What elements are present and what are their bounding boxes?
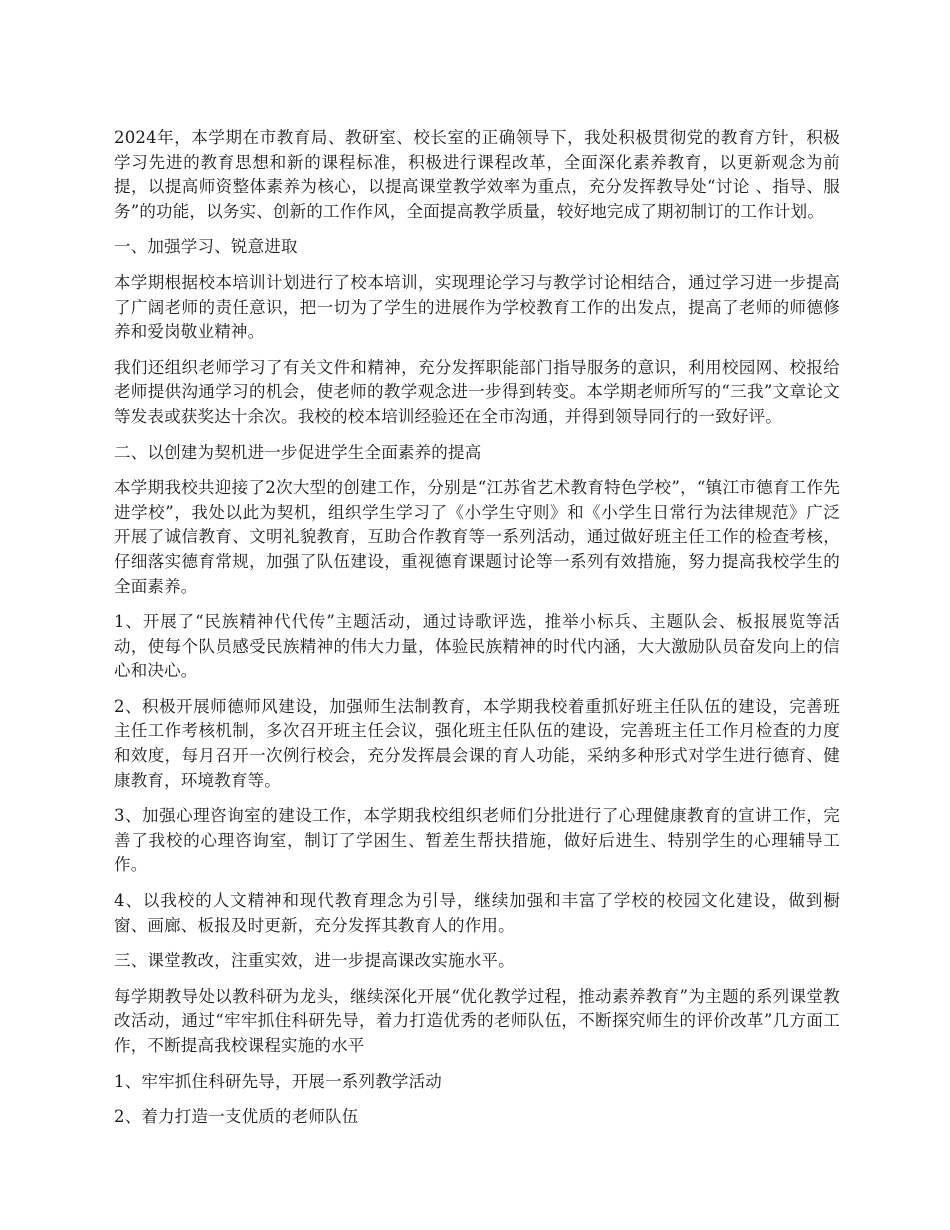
section-heading-1: 一、加强学习、锐意进取	[114, 237, 298, 257]
intro-paragraph: 2024年，本学期在市教育局、教研室、校长室的正确领导下，我处积极贯彻党的教育方针，积极学习先进的教育思想和新的课程标准，积极进行课程改革，全面深化素养教育，以更新观念为前提，以提高师资整体素养为核心，以提高课堂教学效率为重点，充分发挥教导处“讨论 、指导、服务”的功能，以务实、创新的工作作风，全面提高教学质量，较好地完成了期初制订的工作计划。	[114, 128, 840, 221]
list-item: 4、以我校的人文精神和现代教育理念为引导，继续加强和丰富了学校的校园文化建设，做到橱窗、画廊、板报及时更新，充分发挥其教育人的作用。	[114, 891, 840, 935]
document-body	[114, 126, 840, 1141]
list-item: 3、加强心理咨询室的建设工作，本学期我校组织老师们分批进行了心理健康教育的宣讲工作，完善了我校的心理咨询室，制订了学困生、暂差生帮扶措施，做好后进生、特别学生的心理辅导工作。	[114, 806, 840, 875]
list-item: 1、牢牢抓住科研先导，开展一系列教学活动	[114, 1071, 442, 1091]
paragraph: 每学期教导处以教科研为龙头，继续深化开展“优化教学过程，推动素养教育”为主题的系列课堂教改活动，通过“牢牢抓住科研先导，着力打造优秀的老师队伍，不断探究师生的评价改革”几方面工作，不断提高我校课程实施的水平	[114, 986, 840, 1055]
section-heading-2: 二、以创建为契机进一步促进学生全面素养的提高	[114, 442, 482, 462]
list-item: 1、开展了“民族精神代代传”主题活动，通过诗歌评选，推举小标兵、主题队会、板报展览等活动，使每个队员感受民族精神的伟大力量，体验民族精神的时代内涵，大大激励队员奋发向上的信心和决心。	[114, 612, 840, 681]
paragraph: 本学期我校共迎接了2次大型的创建工作，分别是“江苏省艺术教育特色学校”，“镇江市德育工作先进学校”，我处以此为契机，组织学生学习了《小学生守则》和《小学生日常行为法律规范》广泛开展了诚信教育、文明礼貌教育，互助合作教育等一系列活动，通过做好班主任工作的检查考核，仔细落实德育常规，加强了队伍建设，重视德育课题讨论等一系列有效措施，努力提高我校学生的全面素养。	[114, 478, 840, 596]
list-item: 2、积极开展师德师风建设，加强师生法制教育，本学期我校着重抓好班主任队伍的建设，完善班主任工作考核机制，多次召开班主任会议，强化班主任队伍的建设，完善班主任工作月检查的力度和效度，每月召开一次例行校会，充分发挥晨会课的育人功能，采纳多种形式对学生进行德育、健康教育，环境教育等。	[114, 696, 840, 790]
section-heading-3: 三、课堂教改，注重实效，进一步提高课改实施水平。	[114, 951, 515, 971]
paragraph: 本学期根据校本培训计划进行了校本培训，实现理论学习与教学讨论相结合，通过学习进一步提高了广阔老师的责任意识，把一切为了学生的进展作为学校教育工作的出发点，提高了老师的师德修养和爱岗敬业精神。	[114, 272, 840, 342]
list-item: 2、着力打造一支优质的老师队伍	[114, 1107, 359, 1127]
paragraph: 我们还组织老师学习了有关文件和精神，充分发挥职能部门指导服务的意识，利用校园网、校报给老师提供沟通学习的机会，使老师的教学观念进一步得到转变。本学期老师所写的“三我”文章论文等发表或获奖达十余次。我校的校本培训经验还在全市沟通，并得到领导同行的一致好评。	[114, 357, 840, 426]
